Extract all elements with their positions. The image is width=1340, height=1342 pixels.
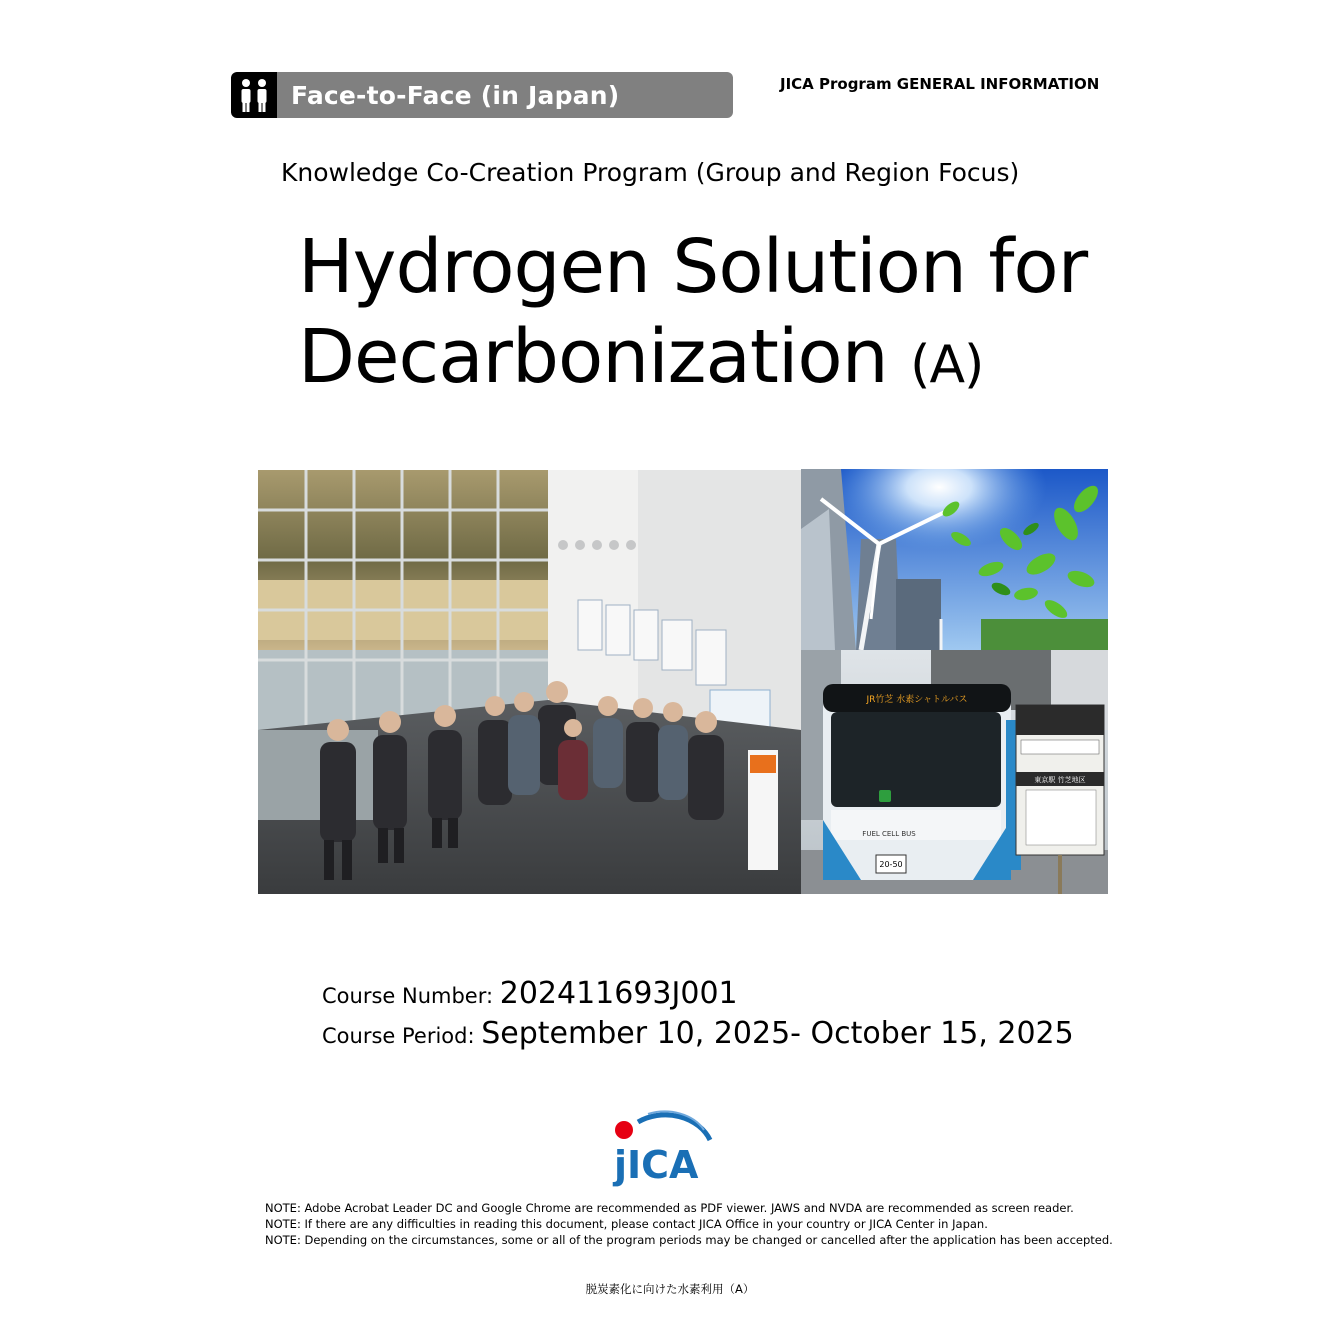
course-number-value: 202411693J001: [499, 976, 738, 1011]
notes: [265, 1200, 1113, 1248]
course-title-line1: Hydrogen Solution for: [298, 224, 1088, 310]
fuel-cell-bus-photo: [801, 650, 1108, 894]
course-title-main: Decarbonization: [298, 314, 888, 400]
group-photo: [258, 470, 801, 894]
document-type-label: JICA Program GENERAL INFORMATION: [780, 75, 1100, 93]
course-period-row: [322, 1016, 1074, 1051]
course-title-suffix: (A): [910, 335, 984, 395]
bus-stop-text: 東京駅 竹芝地区: [1034, 776, 1086, 784]
footer-japanese-title: 脱炭素化に向けた水素利用（A）: [585, 1282, 755, 1296]
note-line: NOTE: Depending on the circumstances, some or all of the program periods may be changed or cancelled after the application has been accepted.: [265, 1233, 1113, 1247]
note-line: NOTE: Adobe Acrobat Leader DC and Google Chrome are recommended as PDF viewer. JAWS and NVDA are recommended as screen reader.: [265, 1201, 1074, 1215]
note-line: NOTE: If there are any difficulties in reading this document, please contact JICA Office in your country or JICA Center in Japan.: [265, 1217, 988, 1231]
badge-label: Face-to-Face (in Japan): [291, 80, 620, 110]
jica-logo-text: jICA: [614, 1143, 699, 1187]
course-title-line2: [298, 312, 1098, 410]
two-people-icon: [231, 72, 277, 118]
wind-turbine-photo: [801, 469, 1108, 650]
course-number-row: [322, 976, 738, 1011]
bus-destination-text: JR竹芝 水素シャトルバス: [866, 695, 968, 705]
course-number-label: Course Number:: [322, 984, 500, 1008]
course-period-label: Course Period:: [322, 1024, 482, 1048]
delivery-mode-badge: [231, 72, 733, 118]
bus-plate-text: 20-50: [879, 860, 903, 869]
bus-front-text: FUEL CELL BUS: [862, 830, 916, 838]
jica-logo: [608, 1100, 718, 1190]
course-title: [298, 222, 1098, 410]
program-type: Knowledge Co-Creation Program (Group and Region Focus): [281, 158, 1020, 187]
course-period-value: September 10, 2025- October 15, 2025: [481, 1016, 1074, 1051]
